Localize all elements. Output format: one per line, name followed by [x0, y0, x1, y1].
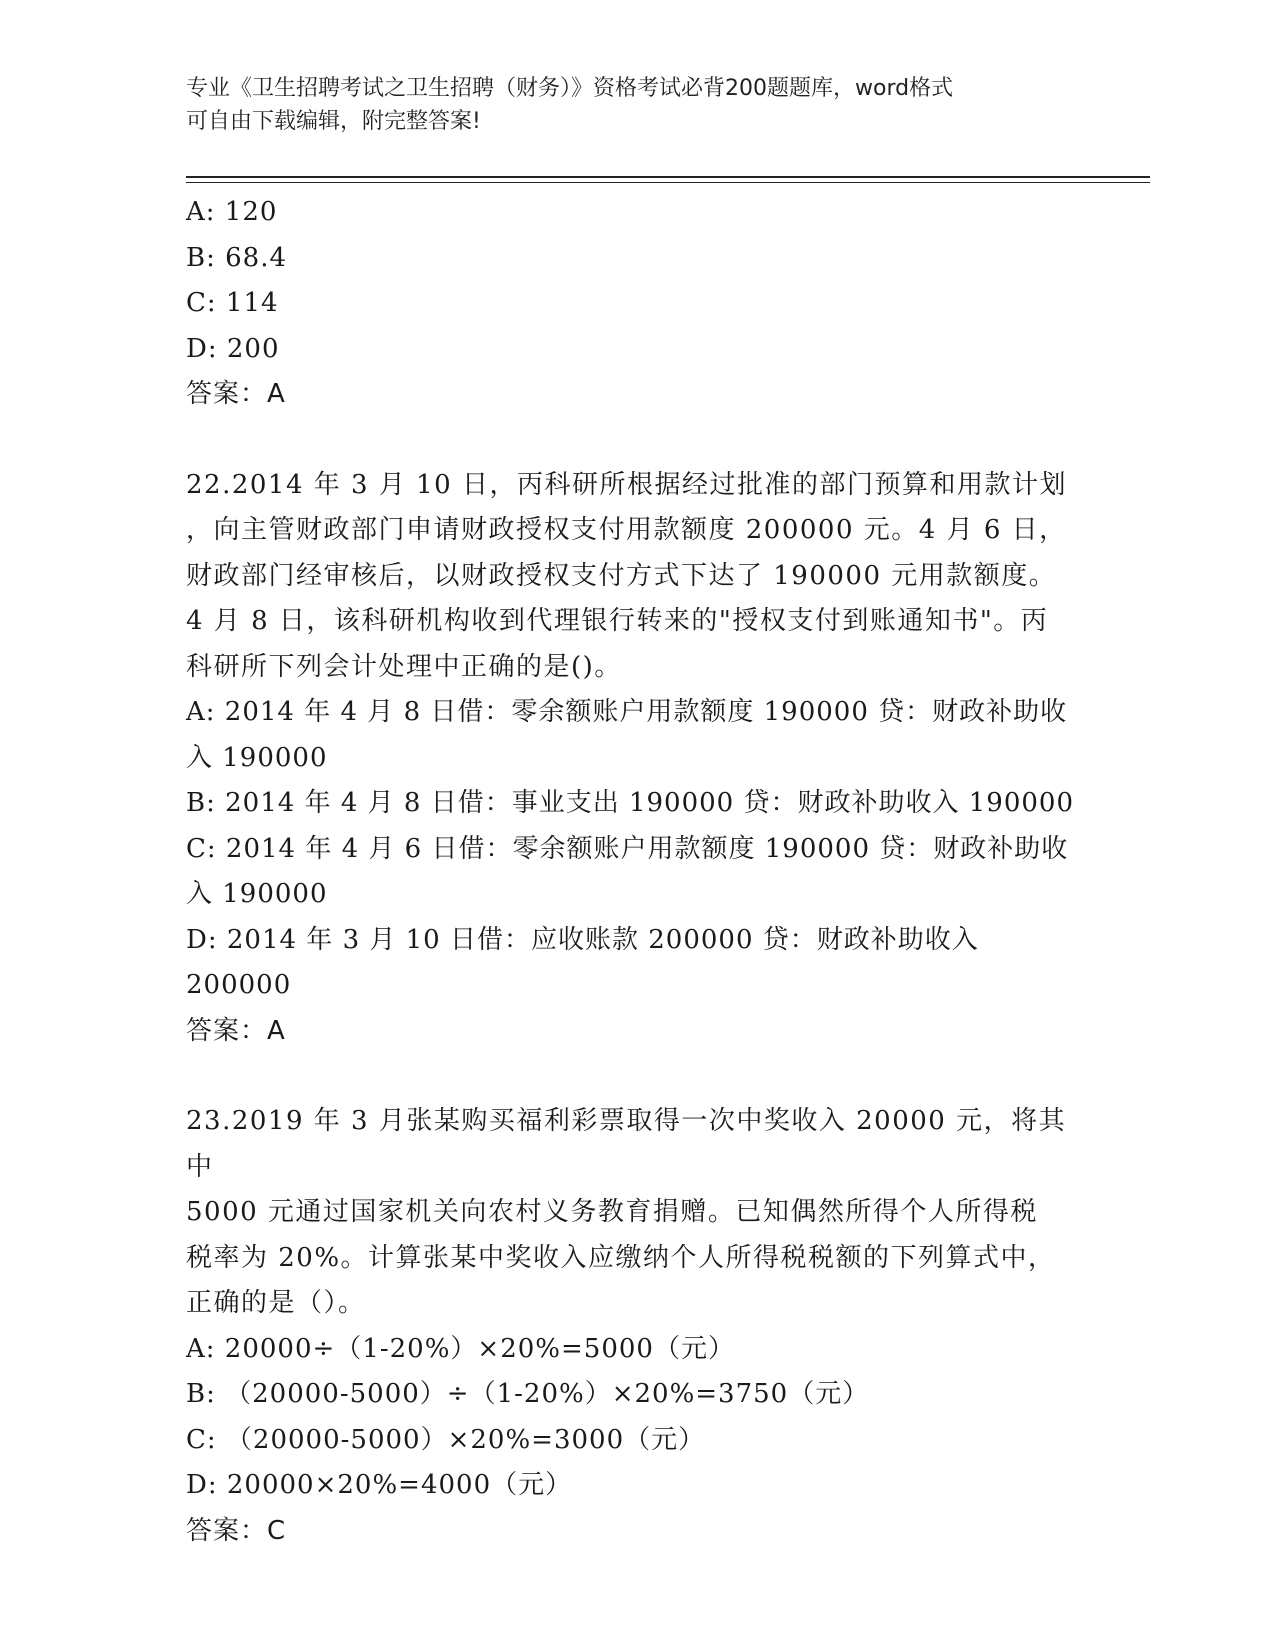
question-stem-line: 税率为 20%。计算张某中奖收入应缴纳个人所得税税额的下列算式中，: [186, 1242, 1056, 1273]
answer: 答案：A: [186, 379, 286, 409]
answer: 答案：C: [186, 1515, 287, 1546]
question-stem-line: ，向主管财政部门申请财政授权支付用款额度 200000 元。4 月 6 日，: [186, 515, 1067, 545]
question-21: [186, 190, 1086, 418]
document-header: [186, 72, 1066, 138]
spacer: [186, 418, 1086, 463]
header-divider-thin: [186, 182, 1150, 183]
spacer: [186, 1054, 1086, 1099]
question-stem-line: 财政部门经审核后，以财政授权支付方式下达了 190000 元用款额度。: [186, 560, 1057, 591]
option-d: D: 200: [186, 333, 280, 364]
option-c: C: （20000-5000）×20%=3000（元）: [186, 1424, 706, 1455]
answer: 答案：A: [186, 1015, 286, 1046]
header-title-line-2: 可自由下载编辑，附完整答案!: [186, 109, 481, 134]
header-title-line-1: 专业《卫生招聘考试之卫生招聘（财务）》资格考试必背200题题库，word格式: [186, 76, 954, 101]
question-stem-line: 科研所下列会计处理中正确的是()。: [186, 651, 622, 682]
question-stem-line: 4 月 8 日，该科研机构收到代理银行转来的"授权支付到账通知书"。丙: [186, 606, 1049, 636]
option-c: C: 114: [186, 288, 279, 318]
option-c-continued: 入 190000: [186, 879, 328, 909]
option-a-continued: 入 190000: [186, 742, 328, 773]
question-23: [186, 1099, 1086, 1554]
option-b: B: 2014 年 4 月 8 日借：事业支出 190000 贷：财政补助收入 190000: [186, 788, 1075, 818]
question-22: [186, 463, 1086, 1055]
option-c: C: 2014 年 4 月 6 日借：零余额账户用款额度 190000 贷：财政补助收: [186, 833, 1069, 864]
question-stem-line: 正确的是（）。: [186, 1288, 366, 1318]
option-a: A: 120: [186, 197, 278, 227]
document-body: [186, 190, 1086, 1554]
question-stem-line: 23.2019 年 3 月张某购买福利彩票取得一次中奖收入 20000 元，将其中: [186, 1106, 1067, 1182]
option-d: D: 20000×20%=4000（元）: [186, 1470, 573, 1500]
question-stem-line: 22.2014 年 3 月 10 日，丙科研所根据经过批准的部门预算和用款计划: [186, 469, 1067, 500]
option-a: A: 20000÷（1-20%）×20%=5000（元）: [186, 1333, 735, 1364]
header-divider-thick: [186, 176, 1150, 178]
option-b: B: 68.4: [186, 242, 288, 273]
option-a: A: 2014 年 4 月 8 日借：零余额账户用款额度 190000 贷：财政补助收: [186, 697, 1068, 727]
option-b: B: （20000-5000）÷（1-20%）×20%=3750（元）: [186, 1379, 870, 1409]
question-stem-line: 5000 元通过国家机关向农村义务教育捐赠。已知偶然所得个人所得税: [186, 1197, 1038, 1227]
option-d: D: 2014 年 3 月 10 日借：应收账款 200000 贷：财政补助收入 200000: [186, 924, 989, 1000]
